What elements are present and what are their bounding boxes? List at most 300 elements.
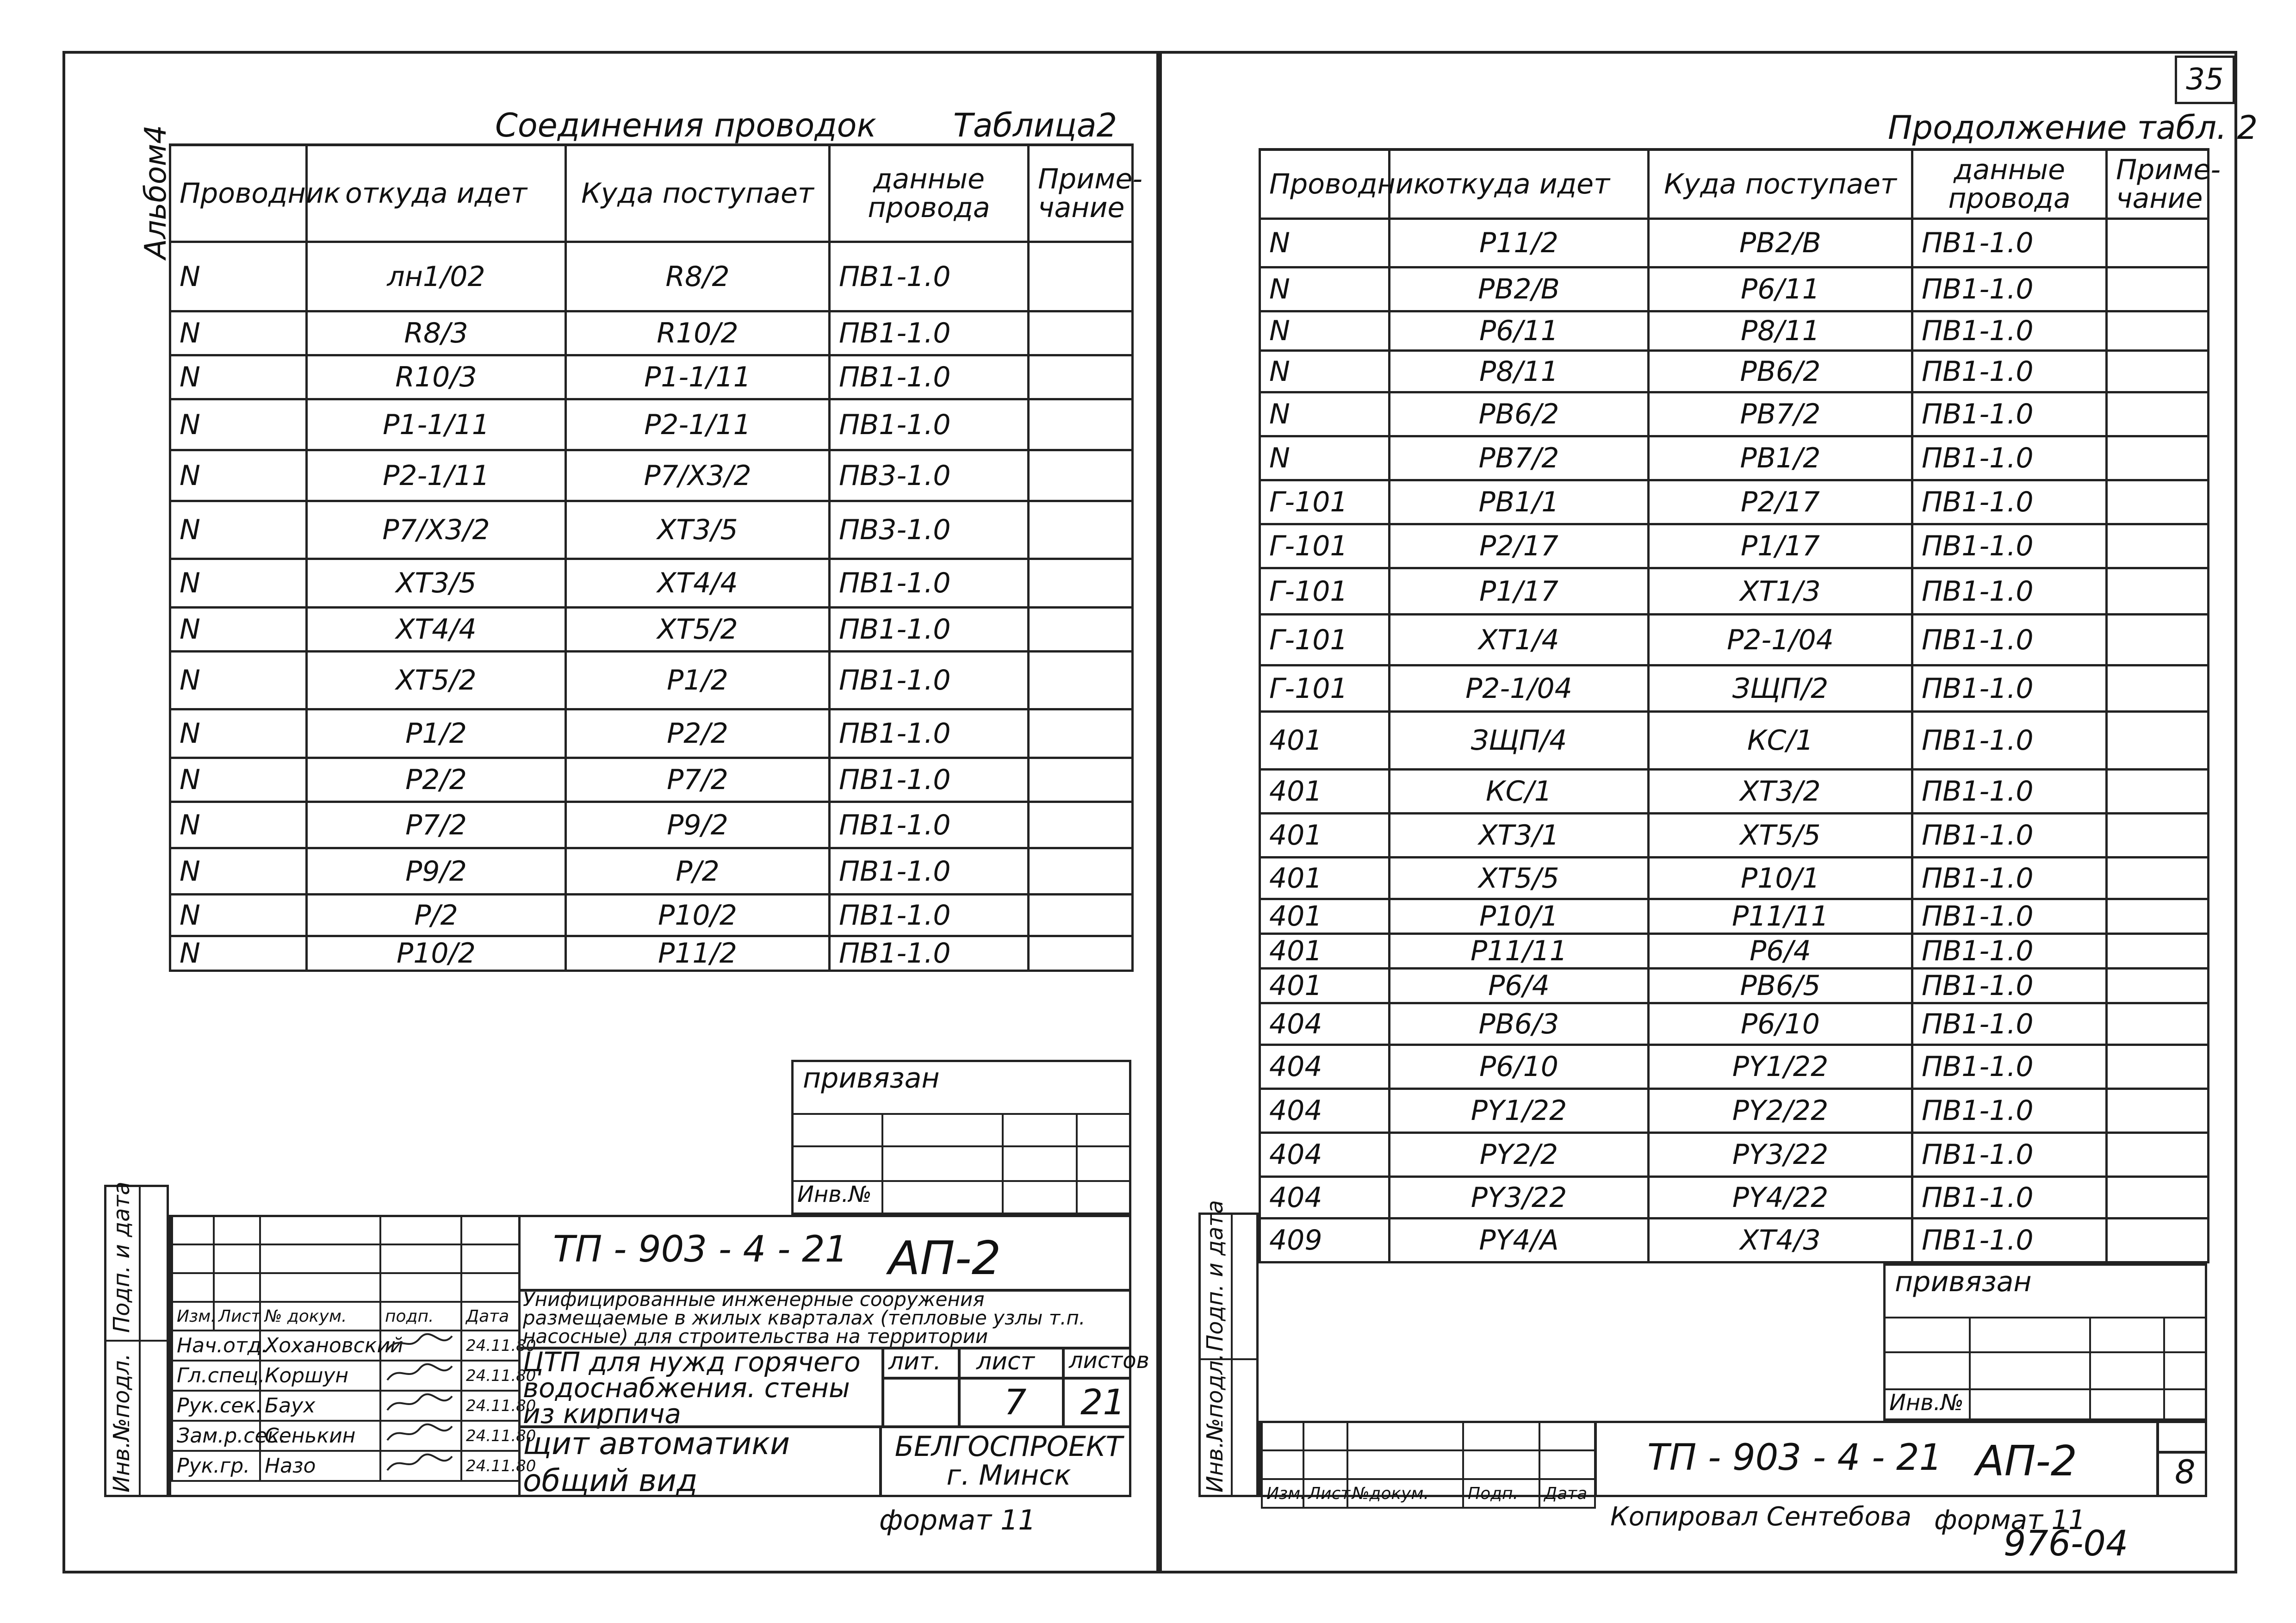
cell-from: XT3/5	[307, 559, 566, 608]
cell-from: PB1/1	[1390, 480, 1649, 524]
header-note: Приме- чание	[2107, 149, 2209, 219]
right-table-header	[1260, 149, 2209, 219]
header-to: Куда поступает	[566, 145, 830, 242]
cell-note	[2107, 1003, 2209, 1045]
cell-from: PB2/B	[1390, 267, 1649, 311]
cell-note	[2107, 934, 2209, 969]
cell-conductor: 401	[1260, 969, 1390, 1003]
cell-wire-data: ПВ1-1.0	[1912, 568, 2107, 615]
table-row	[1260, 934, 2209, 969]
left-sheet-code: АП-2	[888, 1231, 1001, 1285]
cell-note	[2107, 392, 2209, 436]
right-sheet-code: АП-2	[1976, 1437, 2077, 1486]
table-row	[1260, 770, 2209, 814]
stamp-header: № докум.	[260, 1302, 380, 1331]
cell-wire-data: ПВ1-1.0	[1912, 1089, 2107, 1133]
cell-wire-data: ПВ1-1.0	[1912, 436, 2107, 480]
cell-from: P11/11	[1390, 934, 1649, 969]
left-listov-value: 21	[1080, 1381, 1125, 1423]
table-row	[1260, 1219, 2209, 1262]
table-row	[1260, 899, 2209, 934]
right-inv-label: Инв.№	[1889, 1390, 1964, 1416]
cell-conductor: N	[170, 848, 307, 895]
cell-from: лн1/02	[307, 242, 566, 311]
cell-to: P10/1	[1649, 858, 1912, 899]
right-privyazan-block	[1883, 1263, 2207, 1421]
cell-from: P7/X3/2	[307, 501, 566, 559]
cell-note	[1029, 311, 1133, 355]
left-side-label-1: Подп. и дата	[109, 1181, 135, 1333]
cell-from: ЗЩП/4	[1390, 712, 1649, 770]
cell-from: P10/2	[307, 936, 566, 971]
table-row	[1260, 267, 2209, 311]
table-row	[1260, 969, 2209, 1003]
cell-note	[2107, 858, 2209, 899]
signer-role: Рук.гр.	[172, 1451, 260, 1481]
archive-number: 976-04	[2004, 1523, 2128, 1564]
cell-to: КС/1	[1649, 712, 1912, 770]
cell-to: P7/X3/2	[566, 450, 830, 501]
cell-note	[1029, 355, 1133, 399]
cell-note	[2107, 1177, 2209, 1219]
table-row	[170, 895, 1133, 936]
left-side-label-0: Инв.№подл.	[109, 1353, 135, 1492]
cell-note	[2107, 351, 2209, 392]
signer-row	[172, 1331, 519, 1361]
cell-wire-data: ПВ1-1.0	[1912, 615, 2107, 665]
table-row	[170, 758, 1133, 802]
stamp-header: №докум.	[1347, 1479, 1463, 1508]
signer-name: Баух	[260, 1391, 380, 1421]
left-privyazan-block	[791, 1060, 1131, 1215]
table-row	[1260, 480, 2209, 524]
cell-note	[2107, 311, 2209, 351]
cell-conductor: N	[170, 311, 307, 355]
right-copied: Копировал Сентебова	[1610, 1502, 1912, 1532]
cell-to: XT5/2	[566, 608, 830, 652]
left-object: ЦТП для нужд горячего водоснабжения. стены из кирпича	[523, 1346, 861, 1430]
stamp-blank-row	[172, 1216, 519, 1244]
cell-wire-data: ПВ1-1.0	[1912, 665, 2107, 712]
cell-conductor: N	[1260, 267, 1390, 311]
left-privyazan-label: привязан	[803, 1062, 940, 1094]
cell-note	[1029, 895, 1133, 936]
cell-to: XT3/5	[566, 501, 830, 559]
stamp-header: Дата	[461, 1302, 519, 1331]
cell-conductor: N	[1260, 436, 1390, 480]
cell-to: P1/2	[566, 652, 830, 709]
signer-row	[172, 1451, 519, 1481]
table-row	[1260, 1089, 2209, 1133]
cell-wire-data: ПВ1-1.0	[830, 848, 1029, 895]
cell-from: R8/3	[307, 311, 566, 355]
signature-mark	[385, 1422, 454, 1445]
table-row	[1260, 615, 2209, 665]
cell-to: XT1/3	[1649, 568, 1912, 615]
cell-from: P2-1/04	[1390, 665, 1649, 712]
cell-to: ЗЩП/2	[1649, 665, 1912, 712]
signer-date: 24.11.80	[461, 1451, 519, 1481]
left-lit-label: лит.	[888, 1348, 941, 1375]
table-row	[1260, 351, 2209, 392]
signer-row	[172, 1361, 519, 1391]
cell-note	[2107, 1219, 2209, 1262]
left-listov-label: листов	[1069, 1348, 1149, 1374]
cell-wire-data: ПВ1-1.0	[1912, 1219, 2107, 1262]
cell-conductor: N	[170, 399, 307, 450]
table-row	[170, 559, 1133, 608]
cell-from: P9/2	[307, 848, 566, 895]
cell-note	[2107, 219, 2209, 267]
stamp-blank-row	[172, 1244, 519, 1273]
cell-wire-data: ПВ1-1.0	[830, 652, 1029, 709]
cell-to: R8/2	[566, 242, 830, 311]
cell-to: P/2	[566, 848, 830, 895]
left-signature-table	[171, 1215, 536, 1482]
table-row	[1260, 311, 2209, 351]
cell-to: P6/10	[1649, 1003, 1912, 1045]
signer-role: Гл.спец.	[172, 1361, 260, 1391]
cell-wire-data: ПВ1-1.0	[830, 399, 1029, 450]
cell-to: P6/11	[1649, 267, 1912, 311]
cell-to: PY2/22	[1649, 1089, 1912, 1133]
cell-conductor: 401	[1260, 814, 1390, 858]
signature	[380, 1391, 461, 1421]
cell-conductor: N	[170, 559, 307, 608]
left-doc-code: ТП - 903 - 4 - 21	[553, 1229, 848, 1270]
signer-role: Зам.р.сек.	[172, 1421, 260, 1451]
signer-name: Назо	[260, 1451, 380, 1481]
cell-from: P7/2	[307, 802, 566, 848]
table-row	[1260, 568, 2209, 615]
table-row	[170, 709, 1133, 758]
cell-conductor: N	[1260, 351, 1390, 392]
table-row	[1260, 219, 2209, 267]
cell-to: PB6/5	[1649, 969, 1912, 1003]
stamp-header: Лист	[1303, 1479, 1347, 1508]
cell-from: P6/10	[1390, 1045, 1649, 1089]
cell-to: P8/11	[1649, 311, 1912, 351]
cell-wire-data: ПВ1-1.0	[1912, 392, 2107, 436]
table-row	[170, 936, 1133, 971]
right-list-value: 8	[2175, 1453, 2196, 1491]
header-wire-data: данные провода	[1912, 149, 2107, 219]
stamp-header: Изм.	[1262, 1479, 1303, 1508]
cell-note	[2107, 665, 2209, 712]
signer-role: Нач.отд.	[172, 1331, 260, 1361]
table-row	[170, 608, 1133, 652]
cell-wire-data: ПВ1-1.0	[1912, 969, 2107, 1003]
cell-note	[2107, 814, 2209, 858]
signer-row	[172, 1421, 519, 1451]
cell-conductor: N	[170, 709, 307, 758]
cell-to: P6/4	[1649, 934, 1912, 969]
left-org: БЕЛГОСПРОЕКТ г. Минск	[894, 1430, 1123, 1492]
left-list-value: 7	[1004, 1381, 1027, 1423]
cell-conductor: Г-101	[1260, 524, 1390, 568]
table-row	[170, 311, 1133, 355]
table-row	[1260, 665, 2209, 712]
table-row	[170, 848, 1133, 895]
table-row	[1260, 1177, 2209, 1219]
cell-to: P2-1/04	[1649, 615, 1912, 665]
cell-note	[2107, 615, 2209, 665]
cell-note	[2107, 480, 2209, 524]
left-inv-label: Инв.№	[797, 1181, 872, 1207]
cell-wire-data: ПВ3-1.0	[830, 501, 1029, 559]
cell-from: P1-1/11	[307, 399, 566, 450]
cell-conductor: N	[170, 652, 307, 709]
right-side-label-1: Подп. и дата	[1202, 1200, 1228, 1351]
cell-wire-data: ПВ1-1.0	[1912, 480, 2107, 524]
cell-from: PY3/22	[1390, 1177, 1649, 1219]
cell-conductor: Г-101	[1260, 568, 1390, 615]
cell-note	[1029, 501, 1133, 559]
cell-to: PY3/22	[1649, 1133, 1912, 1177]
table-row	[1260, 814, 2209, 858]
cell-conductor: N	[170, 802, 307, 848]
cell-from: PB7/2	[1390, 436, 1649, 480]
header-to: Куда поступает	[1649, 149, 1912, 219]
page-number-box	[2175, 56, 2235, 104]
cell-note	[2107, 267, 2209, 311]
cell-from: P1/17	[1390, 568, 1649, 615]
cell-conductor: N	[170, 355, 307, 399]
cell-from: PY4/A	[1390, 1219, 1649, 1262]
table-row	[1260, 524, 2209, 568]
cell-from: PY2/2	[1390, 1133, 1649, 1177]
cell-from: XT5/5	[1390, 858, 1649, 899]
cell-conductor: 409	[1260, 1219, 1390, 1262]
cell-conductor: N	[170, 608, 307, 652]
cell-to: PB7/2	[1649, 392, 1912, 436]
header-conductor: Проводник	[170, 145, 307, 242]
cell-to: PB2/B	[1649, 219, 1912, 267]
cell-from: P11/2	[1390, 219, 1649, 267]
cell-from: PY1/22	[1390, 1089, 1649, 1133]
cell-note	[2107, 568, 2209, 615]
cell-note	[1029, 802, 1133, 848]
table-row	[1260, 436, 2209, 480]
table-row	[1260, 712, 2209, 770]
page-number: 35	[2186, 62, 2224, 97]
header-conductor: Проводник	[1260, 149, 1390, 219]
cell-wire-data: ПВ1-1.0	[1912, 899, 2107, 934]
signer-name: Коршун	[260, 1361, 380, 1391]
cell-wire-data: ПВ1-1.0	[830, 802, 1029, 848]
cell-to: PB1/2	[1649, 436, 1912, 480]
stamp-blank-row	[172, 1273, 519, 1302]
cell-conductor: Г-101	[1260, 615, 1390, 665]
left-drawing-name: щит автоматики общий вид	[523, 1426, 790, 1499]
signer-name: Сенькин	[260, 1421, 380, 1451]
cell-to: P2/2	[566, 709, 830, 758]
cell-note	[2107, 899, 2209, 934]
cell-from: P1/2	[307, 709, 566, 758]
left-table-label: Таблица2	[953, 106, 1117, 144]
stamp-header: подп.	[380, 1302, 461, 1331]
cell-conductor: N	[170, 936, 307, 971]
cell-note	[1029, 559, 1133, 608]
table-row	[170, 450, 1133, 501]
album-label: Альбом4	[139, 124, 173, 259]
table-row	[1260, 858, 2209, 899]
cell-wire-data: ПВ1-1.0	[830, 936, 1029, 971]
cell-note	[1029, 399, 1133, 450]
left-wire-table	[169, 143, 1143, 972]
header-note: Приме- чание	[1029, 145, 1133, 242]
signature	[380, 1421, 461, 1451]
cell-from: P6/4	[1390, 969, 1649, 1003]
cell-conductor: N	[170, 450, 307, 501]
cell-to: PB6/2	[1649, 351, 1912, 392]
cell-to: XT4/4	[566, 559, 830, 608]
stamp-header-row	[172, 1302, 519, 1331]
cell-wire-data: ПВ1-1.0	[1912, 1045, 2107, 1089]
table-row	[170, 501, 1133, 559]
right-wire-table	[1259, 148, 2221, 1263]
cell-to: XT4/3	[1649, 1219, 1912, 1262]
cell-conductor: 401	[1260, 712, 1390, 770]
cell-wire-data: ПВ1-1.0	[830, 242, 1029, 311]
cell-conductor: N	[170, 758, 307, 802]
cell-to: P9/2	[566, 802, 830, 848]
cell-conductor: N	[1260, 219, 1390, 267]
cell-note	[2107, 1089, 2209, 1133]
left-stamp-divider	[518, 1215, 521, 1497]
cell-note	[1029, 936, 1133, 971]
cell-conductor: 404	[1260, 1045, 1390, 1089]
cell-from: P8/11	[1390, 351, 1649, 392]
cell-conductor: 401	[1260, 770, 1390, 814]
cell-to: P1-1/11	[566, 355, 830, 399]
table-row	[170, 355, 1133, 399]
cell-note	[2107, 712, 2209, 770]
cell-conductor: N	[170, 242, 307, 311]
cell-from: XT5/2	[307, 652, 566, 709]
cell-wire-data: ПВ1-1.0	[1912, 1003, 2107, 1045]
table-row	[1260, 392, 2209, 436]
cell-wire-data: ПВ1-1.0	[1912, 1133, 2107, 1177]
right-format: формат 11	[1934, 1504, 2086, 1536]
stamp-header: Подп.	[1463, 1479, 1539, 1508]
cell-note	[2107, 770, 2209, 814]
cell-to: P10/2	[566, 895, 830, 936]
cell-from: P10/1	[1390, 899, 1649, 934]
cell-conductor: Г-101	[1260, 480, 1390, 524]
signature	[380, 1451, 461, 1481]
left-list-label: лист	[976, 1348, 1035, 1375]
cell-wire-data: ПВ1-1.0	[830, 355, 1029, 399]
right-doc-code: ТП - 903 - 4 - 21	[1647, 1437, 1942, 1479]
cell-wire-data: ПВ1-1.0	[1912, 858, 2107, 899]
cell-conductor: N	[170, 501, 307, 559]
right-side-label-0: Инв.№подл.	[1202, 1353, 1228, 1492]
right-table-title: Продолжение табл. 2	[1888, 109, 2258, 147]
signature-mark	[385, 1452, 454, 1475]
table-row	[170, 652, 1133, 709]
cell-note	[2107, 1045, 2209, 1089]
stamp-blank-row	[1262, 1422, 1595, 1450]
signature-mark	[385, 1362, 454, 1385]
cell-wire-data: ПВ1-1.0	[830, 758, 1029, 802]
stamp-blank-row	[1262, 1450, 1595, 1479]
signature-mark	[385, 1392, 454, 1415]
cell-note	[2107, 969, 2209, 1003]
cell-wire-data: ПВ1-1.0	[1912, 934, 2107, 969]
cell-wire-data: ПВ1-1.0	[1912, 311, 2107, 351]
header-from: откуда идет	[307, 145, 566, 242]
signer-name: Хохановский	[260, 1331, 380, 1361]
right-privyazan-label: привязан	[1895, 1266, 2032, 1298]
cell-conductor: 401	[1260, 934, 1390, 969]
cell-note	[1029, 450, 1133, 501]
table-row	[170, 399, 1133, 450]
cell-from: КС/1	[1390, 770, 1649, 814]
cell-to: P2-1/11	[566, 399, 830, 450]
cell-wire-data: ПВ1-1.0	[1912, 267, 2107, 311]
cell-wire-data: ПВ1-1.0	[1912, 712, 2107, 770]
table-row	[1260, 1045, 2209, 1089]
cell-from: XT1/4	[1390, 615, 1649, 665]
cell-conductor: 401	[1260, 899, 1390, 934]
cell-to: P2/17	[1649, 480, 1912, 524]
cell-note	[1029, 709, 1133, 758]
cell-note	[1029, 758, 1133, 802]
cell-wire-data: ПВ1-1.0	[830, 608, 1029, 652]
cell-to: XT3/2	[1649, 770, 1912, 814]
cell-from: P/2	[307, 895, 566, 936]
signer-date: 24.11.80	[461, 1421, 519, 1451]
header-from: откуда идет	[1390, 149, 1649, 219]
cell-conductor: Г-101	[1260, 665, 1390, 712]
cell-from: PB6/3	[1390, 1003, 1649, 1045]
cell-from: PB6/2	[1390, 392, 1649, 436]
cell-wire-data: ПВ1-1.0	[1912, 814, 2107, 858]
signer-date: 24.11.80	[461, 1391, 519, 1421]
cell-conductor: 404	[1260, 1003, 1390, 1045]
cell-to: P7/2	[566, 758, 830, 802]
signature	[380, 1361, 461, 1391]
cell-wire-data: ПВ1-1.0	[830, 895, 1029, 936]
left-description: Унифицированные инженерные сооружения размещаемые в жилых кварталах (тепловые узлы т.п. насосные) для строительства на территории	[523, 1288, 1086, 1348]
cell-wire-data: ПВ1-1.0	[830, 709, 1029, 758]
cell-note	[1029, 652, 1133, 709]
cell-note	[2107, 436, 2209, 480]
stamp-header-row	[1262, 1479, 1595, 1508]
cell-wire-data: ПВ1-1.0	[830, 559, 1029, 608]
cell-to: P1/17	[1649, 524, 1912, 568]
signer-row	[172, 1391, 519, 1421]
header-wire-data: данные провода	[830, 145, 1029, 242]
cell-conductor: N	[1260, 392, 1390, 436]
signature	[380, 1331, 461, 1361]
cell-to: XT5/5	[1649, 814, 1912, 858]
stamp-header: Изм.	[172, 1302, 214, 1331]
cell-from: XT3/1	[1390, 814, 1649, 858]
cell-note	[2107, 1133, 2209, 1177]
signature-mark	[385, 1331, 454, 1355]
cell-to: PY4/22	[1649, 1177, 1912, 1219]
table-row	[1260, 1003, 2209, 1045]
cell-wire-data: ПВ1-1.0	[1912, 219, 2107, 267]
stamp-header: Дата	[1539, 1479, 1595, 1508]
table-row	[170, 802, 1133, 848]
signer-date: 24.11.80	[461, 1331, 519, 1361]
cell-note	[1029, 242, 1133, 311]
signer-date: 24.11.80	[461, 1361, 519, 1391]
cell-to: R10/2	[566, 311, 830, 355]
